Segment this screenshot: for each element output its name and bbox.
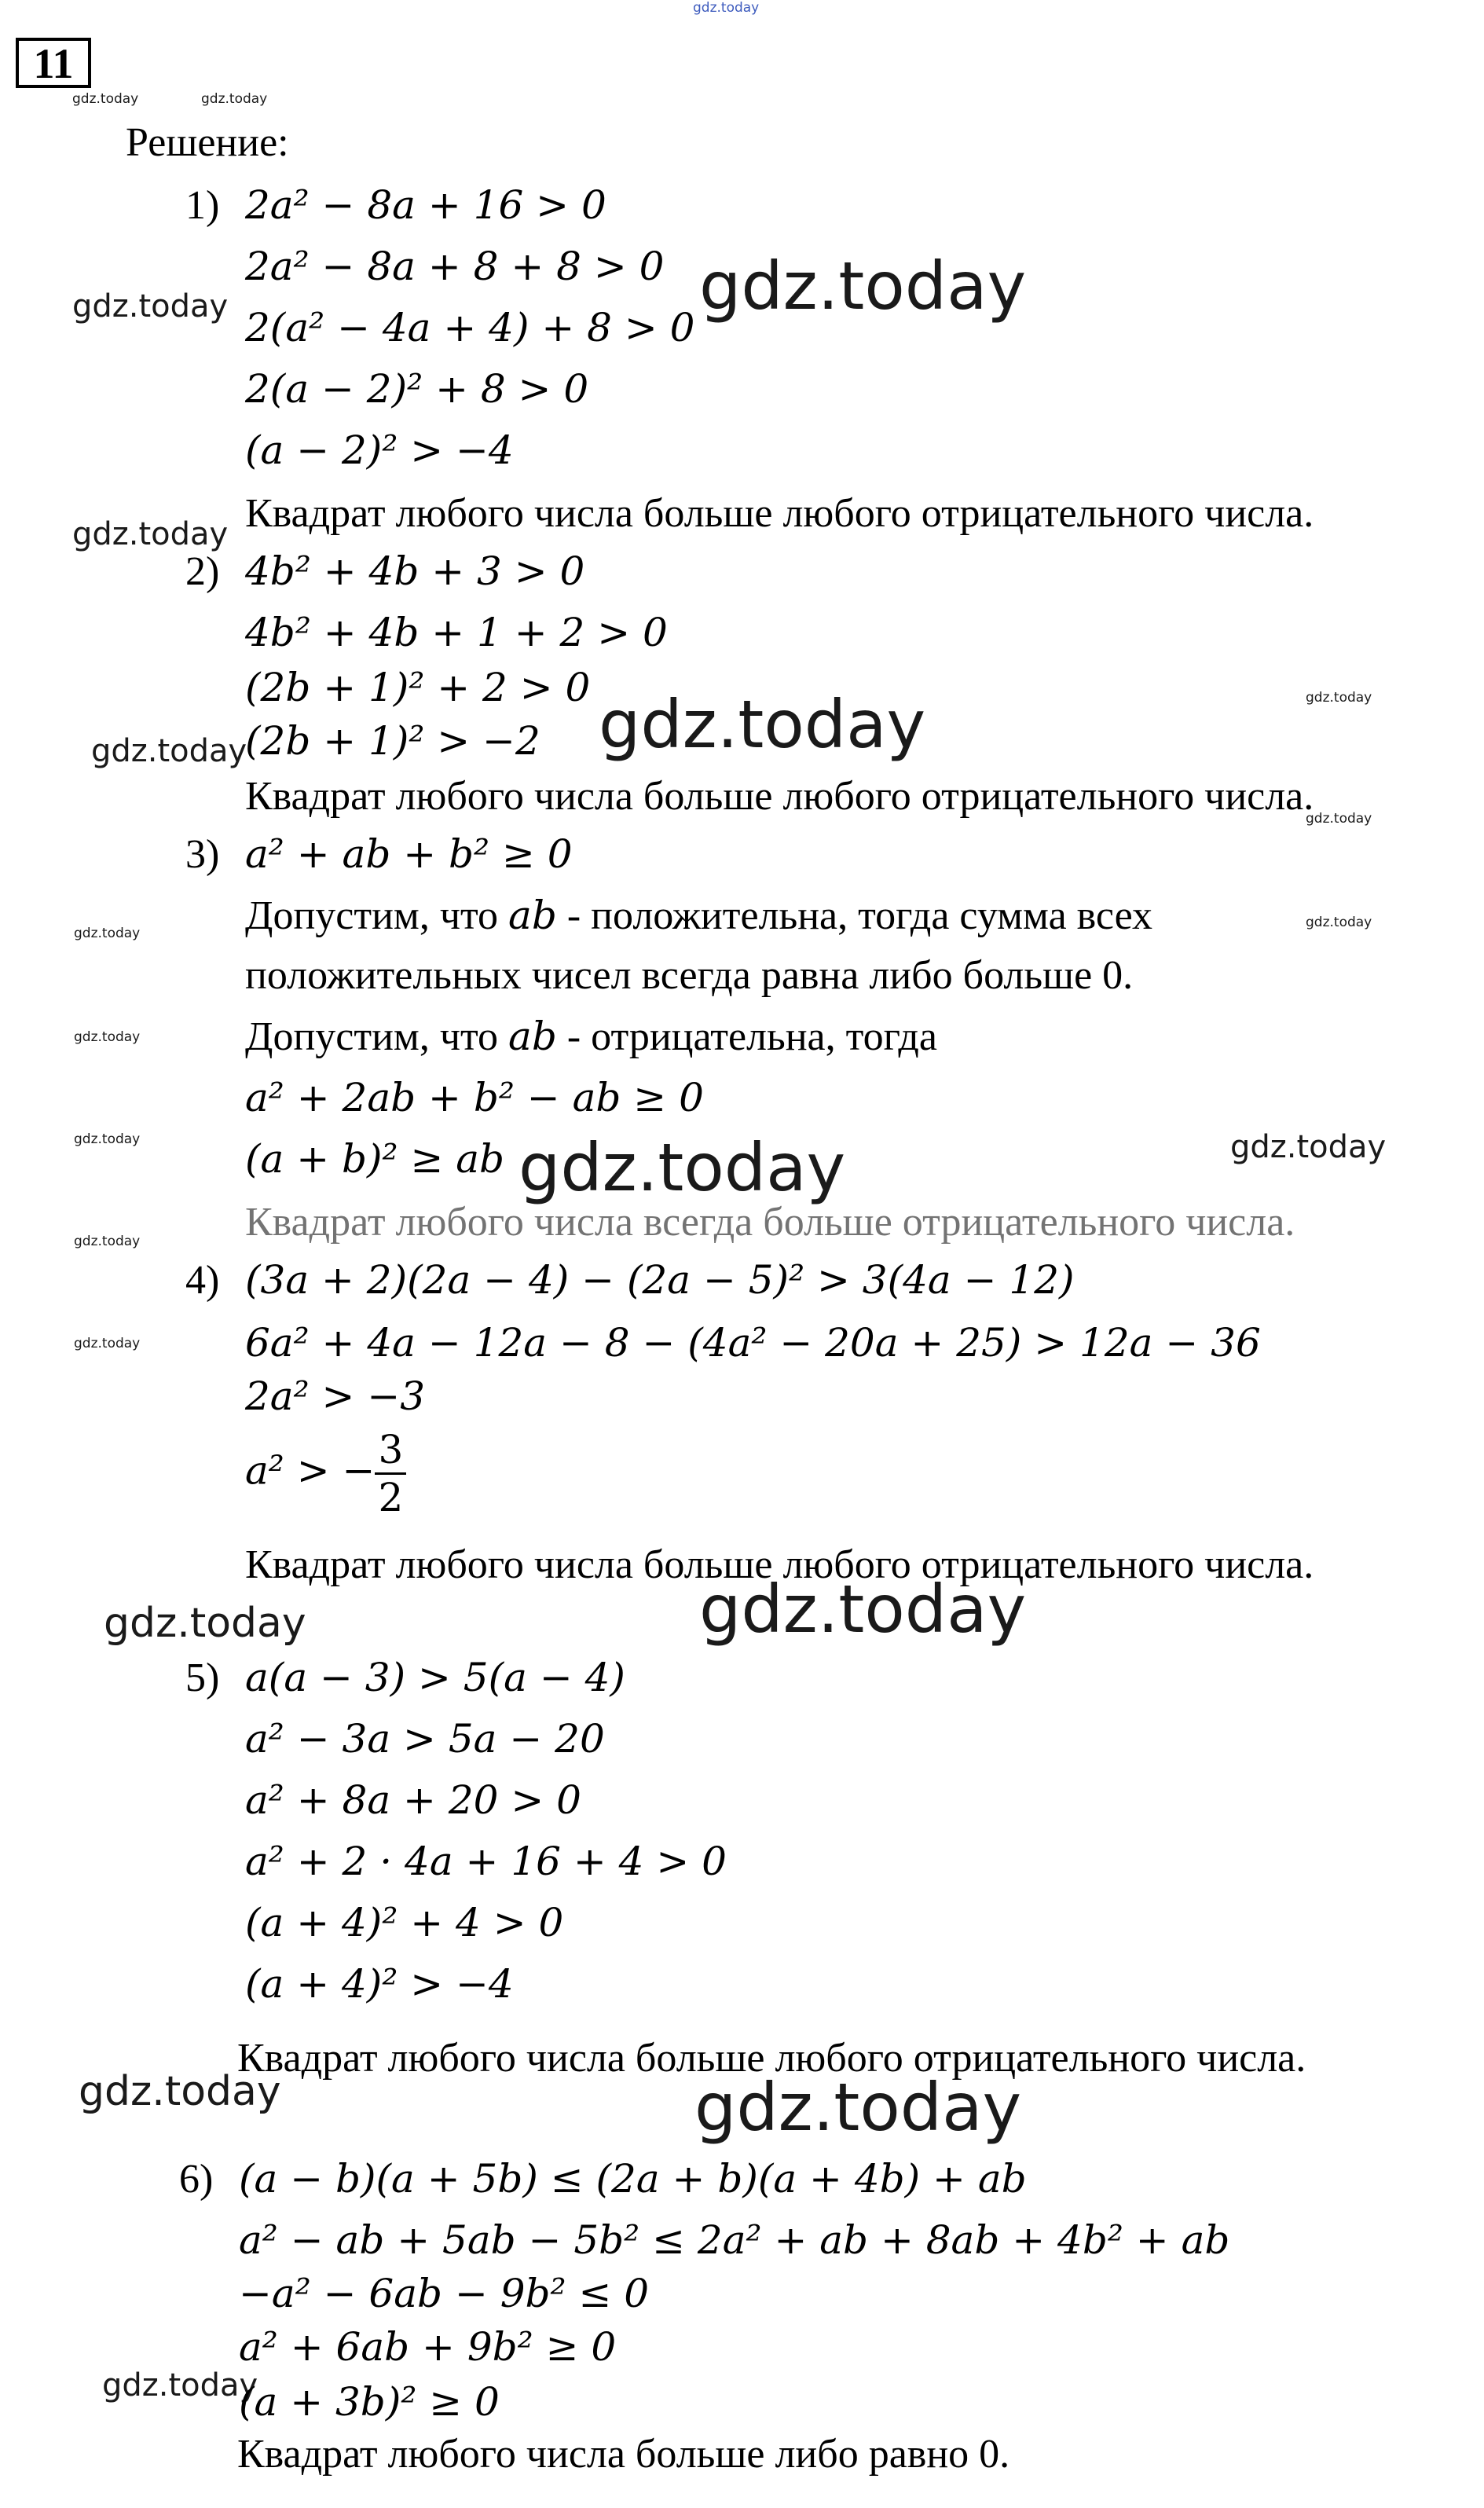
math-line: a² + 2ab + b² − ab ≥ 0 [245, 1075, 704, 1120]
math-line: a² + ab + b² ≥ 0 [245, 831, 573, 877]
watermark-large: gdz.today [699, 248, 1027, 324]
problem-number: 4) [185, 1258, 220, 1303]
explanation-text: положительных чисел всегда равна либо больше 0. [245, 953, 1134, 998]
watermark-small: gdz.today [1306, 811, 1372, 827]
text-part: - отрицательна, тогда [556, 1014, 937, 1059]
math-line: 6a² + 4a − 12a − 8 − (4a² − 20a + 25) > 12a − 36 [245, 1320, 1261, 1366]
watermark-small: gdz.today [1306, 690, 1372, 706]
math-line: a(a − 3) > 5(a − 4) [245, 1655, 625, 1700]
math-fraction-line [245, 1427, 406, 1520]
watermark-small: gdz.today [74, 1234, 141, 1249]
math-line: (3a + 2)(2a − 4) − (2a − 5)² > 3(4a − 12) [245, 1257, 1075, 1303]
math-line: (a + 4)² > −4 [245, 1961, 514, 2007]
watermark-medium: gdz.today [72, 288, 229, 324]
text-part: - положительна, тогда сумма всех [556, 893, 1153, 938]
problem-number: 3) [185, 832, 220, 877]
conclusion-text: Квадрат любого числа больше любого отрицательного числа. [245, 774, 1314, 819]
watermark-medium: gdz.today [72, 516, 229, 552]
math-line: a² + 6ab + 9b² ≥ 0 [239, 2324, 617, 2370]
watermark-medium: gdz.today [1230, 1129, 1387, 1165]
watermark-small: gdz.today [74, 1131, 141, 1147]
math-line: a² + 8a + 20 > 0 [245, 1777, 581, 1823]
math-line: (a + b)² ≥ ab [245, 1136, 505, 1182]
conclusion-text: Квадрат любого числа больше любого отрицательного числа. [245, 1542, 1314, 1587]
watermark-small: gdz.today [72, 91, 139, 107]
watermark-large: gdz.today [599, 686, 926, 763]
watermark-small: gdz.today [74, 926, 141, 941]
watermark-large: gdz.today [694, 2069, 1022, 2146]
watermark-medium: gdz.today [102, 2367, 258, 2404]
math-line: 4b² + 4b + 3 > 0 [245, 548, 585, 594]
watermark-medium: gdz.today [79, 2068, 281, 2115]
watermark-small: gdz.today [74, 1029, 141, 1045]
math-line: (2b + 1)² + 2 > 0 [245, 665, 591, 710]
watermark-medium: gdz.today [104, 1600, 306, 1647]
math-line: (a + 4)² + 4 > 0 [245, 1900, 564, 1945]
math-lhs: a² > − [245, 1447, 376, 1494]
conclusion-text: Квадрат любого числа больше любого отрицательного числа. [237, 2036, 1306, 2081]
watermark-medium: gdz.today [91, 733, 247, 769]
conclusion-text: Квадрат любого числа больше либо равно 0. [237, 2432, 1010, 2477]
problem-number: 6) [179, 2157, 214, 2202]
math-inline: ab [508, 1014, 557, 1059]
conclusion-text: Квадрат любого числа больше любого отрицательного числа. [245, 491, 1314, 536]
problem-number: 2) [185, 549, 220, 594]
math-line: −a² − 6ab − 9b² ≤ 0 [239, 2271, 650, 2316]
fraction-denominator: 2 [378, 1475, 404, 1520]
math-inline: ab [508, 893, 557, 938]
solution-heading: Решение: [126, 120, 289, 165]
explanation-text [245, 1014, 937, 1059]
math-line: (a − 2)² > −4 [245, 427, 514, 473]
conclusion-text: Квадрат любого числа всегда больше отрицательного числа. [245, 1200, 1295, 1245]
problem-number: 5) [185, 1656, 220, 1700]
math-line: a² + 2 · 4a + 16 + 4 > 0 [245, 1839, 727, 1884]
watermark-large: gdz.today [518, 1129, 846, 1206]
math-line: (a − b)(a + 5b) ≤ (2a + b)(a + 4b) + ab [239, 2156, 1027, 2202]
math-line: a² − ab + 5ab − 5b² ≤ 2a² + ab + 8ab + 4b² + ab [239, 2217, 1230, 2263]
explanation-text [245, 893, 1153, 938]
math-line: 2a² − 8a + 8 + 8 > 0 [245, 244, 665, 289]
math-line: 2(a² − 4a + 4) + 8 > 0 [245, 305, 695, 350]
watermark-small: gdz.today [201, 91, 268, 107]
math-line: (2b + 1)² > −2 [245, 718, 540, 764]
problem-number: 1) [185, 183, 220, 228]
math-line: 4b² + 4b + 1 + 2 > 0 [245, 610, 668, 655]
watermark-small: gdz.today [1306, 915, 1372, 930]
text-part: Допустим, что [245, 893, 509, 938]
math-line: 2a² − 8a + 16 > 0 [245, 182, 606, 228]
text-part: Допустим, что [245, 1014, 509, 1059]
math-line: (a + 3b)² ≥ 0 [239, 2379, 500, 2425]
fraction [375, 1427, 406, 1520]
task-number-badge: 11 [16, 38, 91, 88]
watermark-small: gdz.today [74, 1336, 141, 1351]
math-line: a² − 3a > 5a − 20 [245, 1716, 605, 1762]
watermark-top: gdz.today [693, 0, 760, 16]
watermark-large: gdz.today [699, 1571, 1027, 1648]
math-line: 2(a − 2)² + 8 > 0 [245, 366, 589, 412]
math-line: 2a² > −3 [245, 1373, 426, 1419]
fraction-numerator: 3 [375, 1430, 406, 1475]
